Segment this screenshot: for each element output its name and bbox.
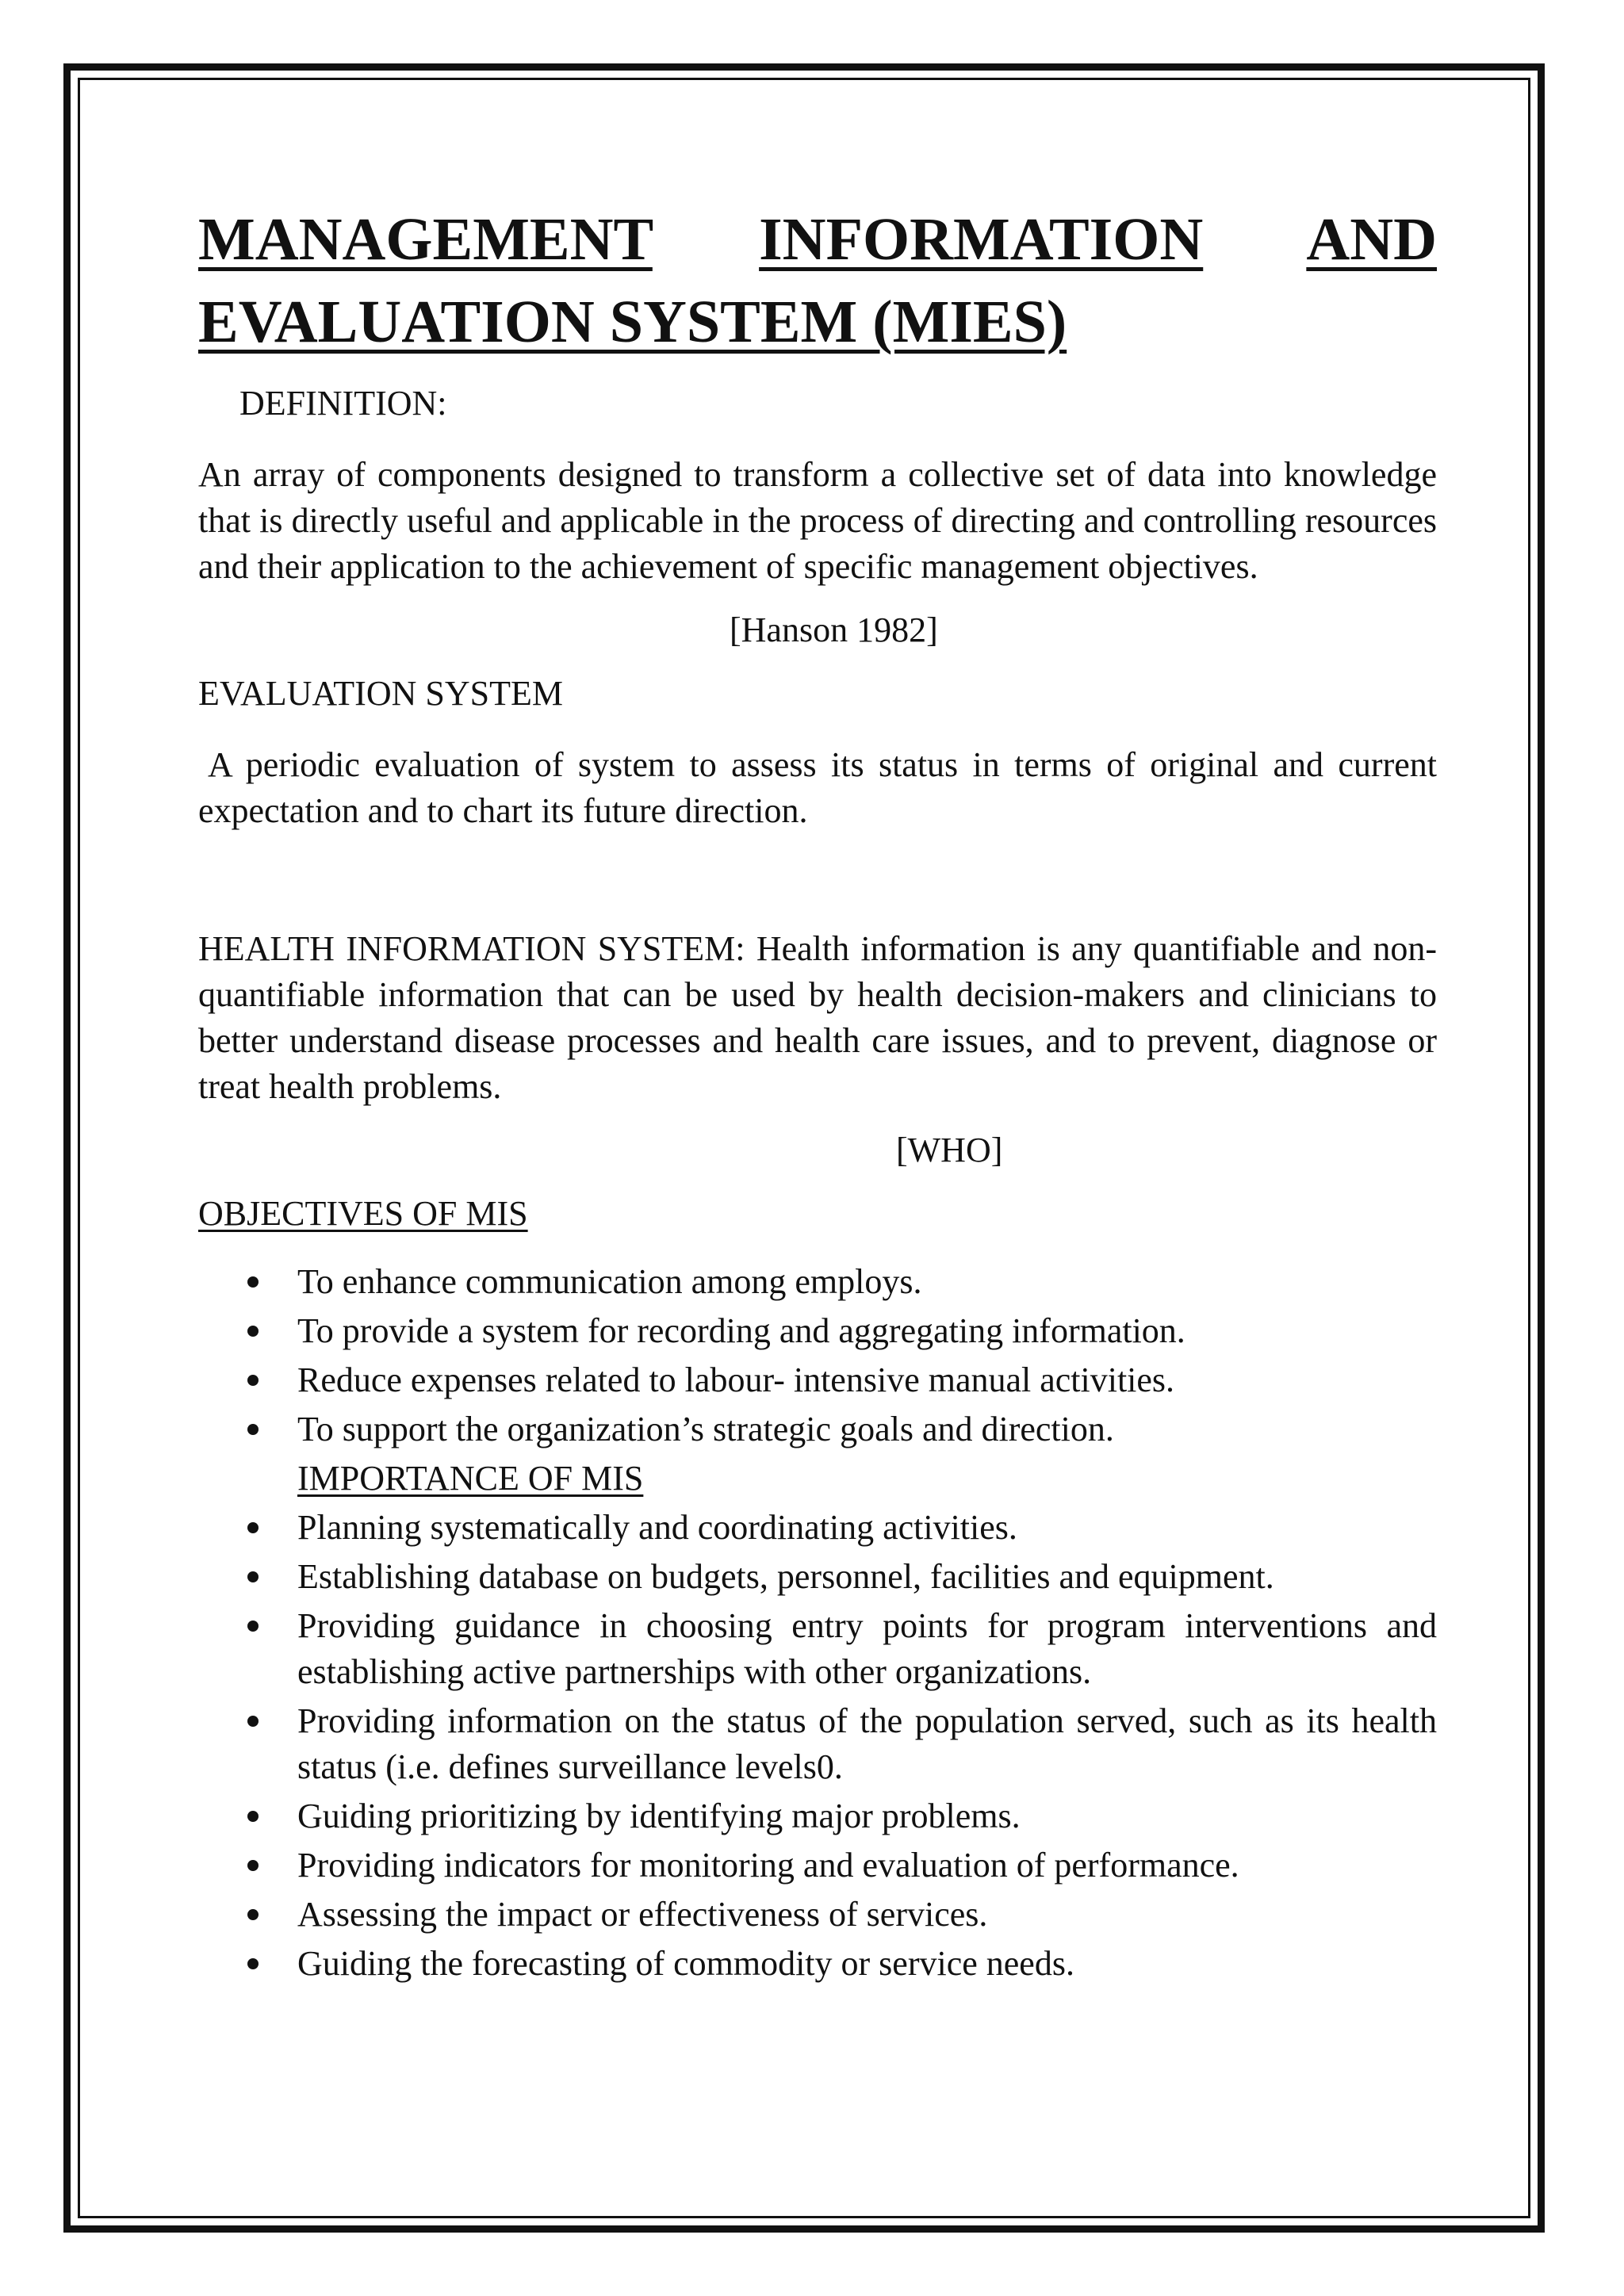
importance-list: [198, 1505, 1437, 1987]
list-item: Reduce expenses related to labour- intensive manual activities.: [198, 1357, 1437, 1403]
document-title-line1: MANAGEMENT INFORMATION AND: [198, 206, 1437, 273]
health-information-system-text: HEALTH INFORMATION SYSTEM: Health information is any quantifiable and non-quantifiable information that can be used by health decision-makers and clinicians to better understand disease processes and health care issues, and to prevent, diagnose or treat health problems.: [198, 929, 1437, 1106]
document-title-line2: EVALUATION SYSTEM (MIES): [198, 289, 1067, 355]
bullet-icon: [247, 1276, 259, 1288]
list-item: To provide a system for recording and aggregating information.: [198, 1308, 1437, 1354]
importance-heading: IMPORTANCE OF MIS: [297, 1459, 644, 1498]
evaluation-system-label: EVALUATION SYSTEM: [198, 674, 563, 713]
list-item: Providing guidance in choosing entry points for program interventions and establishing active partnerships with other organizations.: [198, 1603, 1437, 1695]
definition-text: An array of components designed to transform a collective set of data into knowledge that is directly useful and applicable in the process of directing and controlling resources and their application to the achievement of specific management objectives.: [198, 455, 1437, 586]
evaluation-system-text: A periodic evaluation of system to assess its status in terms of original and current expectation and to chart its future direction.: [198, 745, 1437, 830]
list-item: Providing information on the status of the population served, such as its health status (i.e. defines surveillance levels0.: [198, 1698, 1437, 1790]
bullet-icon: [247, 1860, 259, 1871]
list-item: To enhance communication among employs.: [198, 1259, 1437, 1305]
objectives-heading: OBJECTIVES OF MIS: [198, 1194, 528, 1233]
list-item: Providing indicators for monitoring and evaluation of performance.: [198, 1843, 1437, 1888]
health-information-citation: [WHO]: [896, 1131, 1003, 1169]
bullet-icon: [247, 1811, 259, 1822]
list-item: Assessing the impact or effectiveness of services.: [198, 1892, 1437, 1938]
bullet-icon: [247, 1716, 259, 1727]
definition-citation: [Hanson 1982]: [730, 610, 938, 649]
bullet-icon: [247, 1326, 259, 1337]
bullet-icon: [247, 1375, 259, 1386]
definition-label: DEFINITION:: [239, 384, 447, 423]
list-item: Establishing database on budgets, personnel, facilities and equipment.: [198, 1554, 1437, 1600]
bullet-icon: [247, 1571, 259, 1582]
bullet-icon: [247, 1909, 259, 1920]
bullet-icon: [247, 1522, 259, 1533]
bullet-icon: [247, 1958, 259, 1969]
list-item: To support the organization’s strategic goals and direction.: [198, 1406, 1437, 1452]
document-body: [198, 198, 1437, 1990]
list-item: Guiding prioritizing by identifying major problems.: [198, 1793, 1437, 1839]
list-item: Guiding the forecasting of commodity or service needs.: [198, 1941, 1437, 1987]
list-item: Planning systematically and coordinating activities.: [198, 1505, 1437, 1551]
bullet-icon: [247, 1424, 259, 1435]
bullet-icon: [247, 1621, 259, 1632]
objectives-list: [198, 1259, 1437, 1452]
